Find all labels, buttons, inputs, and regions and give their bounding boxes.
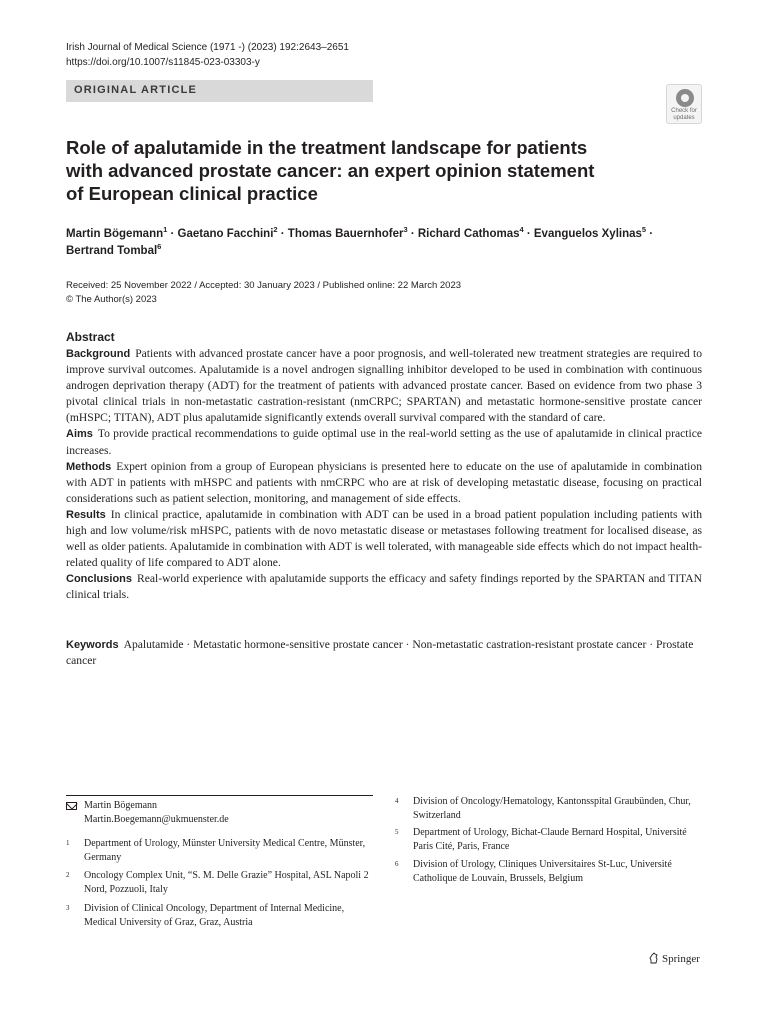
author-name[interactable]: Gaetano Facchini [177,228,274,240]
abstract-section-text: Patients with advanced prostate cancer have a poor prognosis, and well-tolerated new treatment strategies are required to improve survival outcomes. Apalutamide is a novel androgen signalling inhibitor developed to be used in combination with continuous androgen deprivation therapy (ADT) for the treatment of patients with advanced prostate cancer. Based on evidence from two phase 3 pivotal clinical trials in non-metastatic castration-resistant (nmCRPC; SPARTAN) and metastatic hormone-sensitive prostate cancer (mHSPC; TITAN), ADT plus apalutamide significantly extends overall survival compared with the standard of care. [66,347,702,425]
publisher-name: Springer [662,953,700,965]
article-title: Role of apalutamide in the treatment landscape for patients with advanced prostate cancer: an expert opinion statement of European clinical practice [66,137,595,204]
history-dates: Received: 25 November 2022 / Accepted: 30 January 2023 / Published online: 22 March 2023 [66,280,462,291]
abstract-section-text: To provide practical recommendations to guide optimal use in the real-world setting as the use of apalutamide in clinical practice increases. [66,427,702,457]
author-affiliation-ref: 2 [273,225,278,235]
affiliation-text: Division of Oncology/Hematology, Kantonsspital Graubünden, Chur, Switzerland [413,796,691,821]
author-name[interactable]: Thomas Bauernhofer [287,228,404,240]
author-name[interactable]: Evanguelos Xylinas [533,228,642,240]
copyright-line: © The Author(s) 2023 [66,294,157,305]
author-affiliation-ref: 6 [157,242,162,252]
author-name[interactable]: Martin Bögemann [66,228,164,240]
correspondence-name: Martin Bögemann [84,800,158,811]
abstract-section-label: Methods [66,460,112,473]
affiliation-text: Department of Urology, Bichat-Claude Bernard Hospital, Université Paris Cité, Paris, France [413,827,687,852]
affiliation-number: 6 [395,860,399,868]
affiliation-number: 1 [66,839,70,847]
keywords-label: Keywords [66,639,119,651]
abstract-body [66,346,702,604]
affiliation-number: 2 [66,871,70,879]
abstract-heading: Abstract [66,330,115,344]
abstract-section [66,459,702,507]
author-name[interactable]: Richard Cathomas [417,228,520,240]
correspondence-email[interactable]: Martin.Boegemann@ukmuenster.de [84,813,229,825]
affiliation-text: Division of Urology, Cliniques Universitaires St-Luc, Université Catholique de Louvain, Brussels, Belgium [413,859,672,884]
abstract-section-text: Expert opinion from a group of European physicians is presented here to educate on the use of apalutamide in combination with ADT in patients with mHSPC and patients with nmCRPC who are at risk of developing metastatic disease, focusing on practical considerations such as patient selection, monitoring, and management of side effects. [66,459,702,505]
affiliation-text: Department of Urology, Münster University Medical Centre, Münster, Germany [84,838,366,863]
author-affiliation-ref: 4 [519,225,524,235]
abstract-section [66,426,702,458]
check-for-updates-badge[interactable] [666,84,702,124]
article-type-label: ORIGINAL ARTICLE [74,84,198,96]
article-type-banner [66,80,373,102]
keywords [66,637,702,669]
abstract-section-label: Results [66,508,106,521]
journal-citation: Irish Journal of Medical Science (1971 -) (2023) 192:2643–2651 [66,42,349,53]
publication-history [66,279,461,307]
springer-knight-icon [648,952,660,964]
footnote-divider [66,795,373,796]
abstract-section [66,571,702,603]
check-updates-label: Check for updates [671,108,697,121]
affiliation-number: 4 [395,797,399,805]
abstract-section [66,507,702,571]
abstract-section-label: Background [66,348,131,360]
publisher-logo [648,952,700,965]
abstract-section-text: In clinical practice, apalutamide in combination with ADT can be used in a broad patient population including patients with high and low volume/risk mHSPC, patients with de novo metastatic disease or metastases following treatment for localised disease, as well as older patients. Apalutamide in combination with ADT is well tolerated, with manageable side effects which do not impact health-related quality of life compared to ADT alone. [66,507,702,570]
abstract-section-label: Aims [66,428,93,441]
abstract-section [66,346,702,426]
author-affiliation-ref: 3 [403,225,408,235]
affiliation-text: Division of Clinical Oncology, Department of Internal Medicine, Medical University of Graz, Graz, Austria [84,903,345,928]
keywords-text: Apalutamide · Metastatic hormone-sensitive prostate cancer · Non-metastatic castration-resistant prostate cancer · Prostate cancer [66,638,694,668]
affiliation-text: Oncology Complex Unit, “S. M. Delle Grazie” Hospital, ASL Napoli 2 Nord, Pozzuoli, Italy [84,870,369,895]
doi-link[interactable]: https://doi.org/10.1007/s11845-023-03303-y [66,57,260,68]
check-updates-icon [676,89,694,107]
author-list: Martin Bögemann$^1$ · Gaetano Facchini$^2$ · Thomas Bauernhofer$^3$ · Richard Cathomas$^4$ · Evanguelos Xylinas$^5$ · Bertrand Tombal$^6$ [66,225,654,257]
envelope-icon [66,802,77,810]
abstract-section-label: Conclusions [66,573,133,586]
abstract-section-text: Real-world experience with apalutamide supports the efficacy and safety findings reported by the SPARTAN and TITAN clinical trials. [66,572,702,602]
author-affiliation-ref: 1 [163,225,168,235]
affiliation-number: 5 [395,828,399,836]
author-affiliation-ref: 5 [641,225,647,235]
author-name[interactable]: Bertrand Tombal [66,245,158,257]
affiliation-number: 3 [66,904,70,912]
